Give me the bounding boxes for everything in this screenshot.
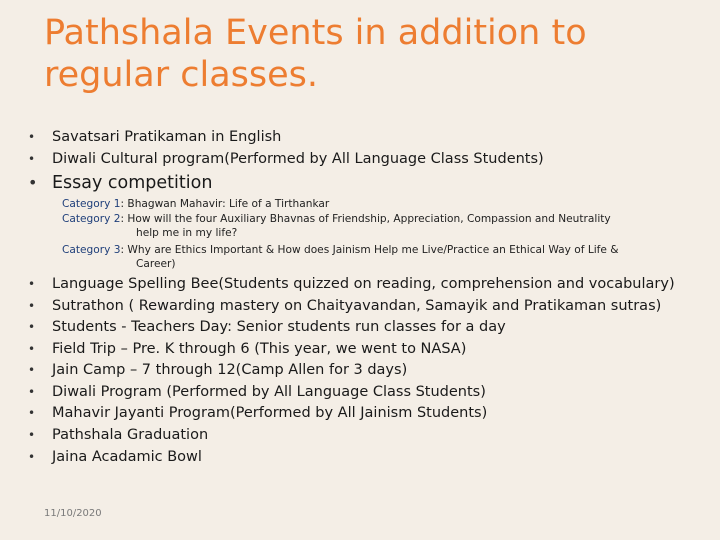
- essay-category: [62, 197, 662, 211]
- category-text: : Bhagwan Mahavir: Life of a Tirthankar: [120, 198, 330, 210]
- list-item-text: Sutrathon ( Rewarding mastery on Chaityavandan, Samayik and Pratikaman sutras): [52, 298, 662, 314]
- bullet-icon: •: [28, 152, 36, 166]
- bullet-icon: •: [28, 406, 36, 420]
- bullet-icon: •: [28, 450, 36, 464]
- bullet-icon: •: [28, 363, 36, 377]
- bullet-icon: •: [28, 342, 36, 356]
- essay-category: [62, 212, 662, 240]
- category-key: Category 1: [62, 198, 121, 210]
- list-item-text: Students - Teachers Day: Senior students run classes for a day: [52, 319, 506, 335]
- list-item-text: Mahavir Jayanti Program(Performed by All Jainism Students): [52, 405, 488, 421]
- bullet-icon: •: [28, 320, 36, 334]
- list-item-text: Language Spelling Bee(Students quizzed on reading, comprehension and vocabulary): [52, 276, 675, 292]
- bullet-icon: •: [28, 299, 36, 313]
- bullet-icon: •: [28, 130, 36, 144]
- list-item-text: Diwali Program (Performed by All Language Class Students): [52, 384, 486, 400]
- list-item-text: Jaina Acadamic Bowl: [52, 449, 202, 465]
- bullet-icon: •: [28, 277, 36, 291]
- bullet-icon: •: [28, 385, 36, 399]
- list-item-text: Jain Camp – 7 through 12(Camp Allen for 3 days): [52, 362, 408, 378]
- essay-category: [62, 243, 662, 271]
- slide-date: 11/10/2020: [44, 508, 102, 519]
- list-item-text: Field Trip – Pre. K through 6 (This year, we went to NASA): [52, 341, 467, 357]
- bullet-icon: •: [28, 173, 38, 192]
- category-text: : Why are Ethics Important & How does Jainism Help me Live/Practice an Ethical Way of Life &: [120, 244, 619, 256]
- category-text: : How will the four Auxiliary Bhavnas of Friendship, Appreciation, Compassion and Neutrality: [120, 213, 611, 225]
- category-key: Category 2: [62, 213, 121, 225]
- list-item-text: Pathshala Graduation: [52, 427, 209, 443]
- category-text-continued: Career): [136, 258, 176, 270]
- list-item-text: Savatsari Pratikaman in English: [52, 129, 282, 145]
- bullet-icon: •: [28, 428, 36, 442]
- essay-label: Essay competition: [52, 173, 213, 193]
- list-item-text: Diwali Cultural program(Performed by All Language Class Students): [52, 151, 544, 167]
- category-text-continued: help me in my life?: [136, 227, 238, 239]
- slide-title: Pathshala Events in addition to regular classes.: [44, 13, 587, 95]
- category-key: Category 3: [62, 244, 121, 256]
